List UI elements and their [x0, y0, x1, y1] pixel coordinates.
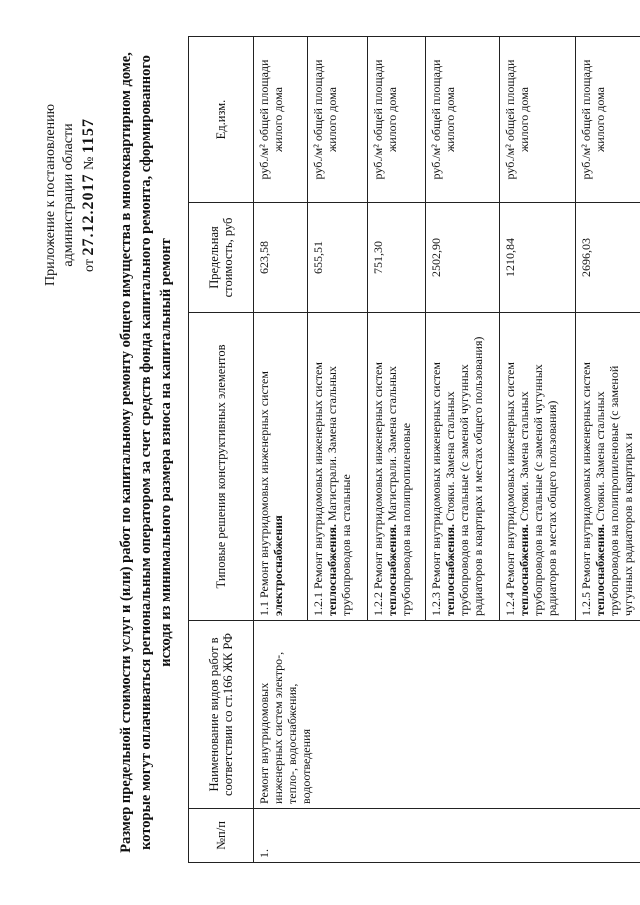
row-code: 1.2.4 [503, 592, 517, 616]
solution-cell [426, 313, 500, 621]
unit-cell: руб./м² общей площади жилого дома [576, 37, 640, 203]
price-cell: 623,58 [254, 203, 308, 313]
table-header-row [189, 37, 254, 863]
row-text: Ремонт внутридомовых инженерных систем [503, 362, 517, 589]
appendix-header [42, 45, 99, 345]
row-text: Стояки. Замена стальных трубопроводов на полипропиленовые (с заменой чугунных радиаторов в квартирах и [593, 365, 635, 616]
unit-cell: руб./м² общей площади жилого дома [500, 37, 576, 203]
row-text: Стояки. Замена стальных трубопроводов на стальные (с заменой чугунных радиаторов в местах общего пользования) [517, 364, 559, 616]
row-system: теплоснабжения. [443, 524, 457, 616]
unit-cell: руб./м² общей площади жилого дома [308, 37, 368, 203]
row-system: электроснабжения [271, 515, 285, 616]
cost-table [188, 36, 640, 863]
header-price: Предельная стоимость, руб [189, 203, 254, 313]
row-code: 1.2.5 [579, 592, 593, 616]
document-title: Размер предельной стоимости услуг и (или) работ по капитальному ремонту общего имущества в многоквартирном доме, которые могут оплачиваться региональным оператором за счет средств фонда капитального ремонта, сформированного исходя из минимального размера взноса на капитальный ремонт [118, 52, 174, 853]
solution-cell [576, 313, 640, 621]
price-cell: 655,51 [308, 203, 368, 313]
header-unit: Ед.изм. [189, 37, 254, 203]
appendix-line-2: администрации области [61, 123, 76, 267]
order-date-number [80, 45, 99, 345]
price-cell: 1210,84 [500, 203, 576, 313]
row-text: Магистрали. Замена стальных трубопроводов на стальные [325, 366, 353, 616]
header-solutions: Типовые решения конструктивных элементов [189, 313, 254, 621]
row-text: Ремонт внутридомовых инженерных систем [257, 371, 271, 598]
price-cell: 2696,03 [576, 203, 640, 313]
header-num: №п/п [189, 809, 254, 863]
unit-cell: руб./м² общей площади жилого дома [254, 37, 308, 203]
row-system: теплоснабжения. [517, 524, 531, 616]
solution-cell [368, 313, 426, 621]
table-row [254, 37, 308, 863]
price-cell: 751,30 [368, 203, 426, 313]
row-text: Стояки. Замена стальных трубопроводов на стальные (с заменой чугунных радиаторов в квартирах и местах общего пользования) [443, 336, 485, 616]
row-text: Ремонт внутридомовых инженерных систем [371, 362, 385, 589]
row-code: 1.2.3 [429, 592, 443, 616]
appendix-line-1: Приложение к постановлению [43, 103, 58, 287]
date-value: 27.12.2017 [80, 173, 97, 256]
number-sign: № [82, 156, 97, 171]
price-cell: 2502,90 [426, 203, 500, 313]
solution-cell [500, 313, 576, 621]
solution-cell [254, 313, 308, 621]
header-work-name: Наименование видов работ в соответствии со ст.166 ЖК РФ [189, 621, 254, 809]
row-text: Ремонт внутридомовых инженерных систем [429, 362, 443, 589]
group-work-name: Ремонт внутридомовых инженерных систем электро-, тепло-, водоснабжения, водоотведения [254, 621, 640, 809]
group-number: 1. [254, 809, 640, 863]
row-code: 1.1 [257, 601, 271, 616]
row-text: Ремонт внутридомовых инженерных систем [579, 362, 593, 589]
row-text: Магистрали. Замена стальных трубопроводов на полипропиленовые [385, 366, 413, 616]
row-system: теплоснабжения. [385, 524, 399, 616]
row-system: теплоснабжения. [593, 524, 607, 616]
date-prefix: от [82, 259, 97, 272]
row-code: 1.2.1 [311, 592, 325, 616]
row-system: теплоснабжения. [325, 524, 339, 616]
number-value: 1157 [80, 118, 97, 154]
unit-cell: руб./м² общей площади жилого дома [426, 37, 500, 203]
unit-cell: руб./м² общей площади жилого дома [368, 37, 426, 203]
row-text: Ремонт внутридомовых инженерных систем [311, 362, 325, 589]
solution-cell [308, 313, 368, 621]
row-code: 1.2.2 [371, 592, 385, 616]
